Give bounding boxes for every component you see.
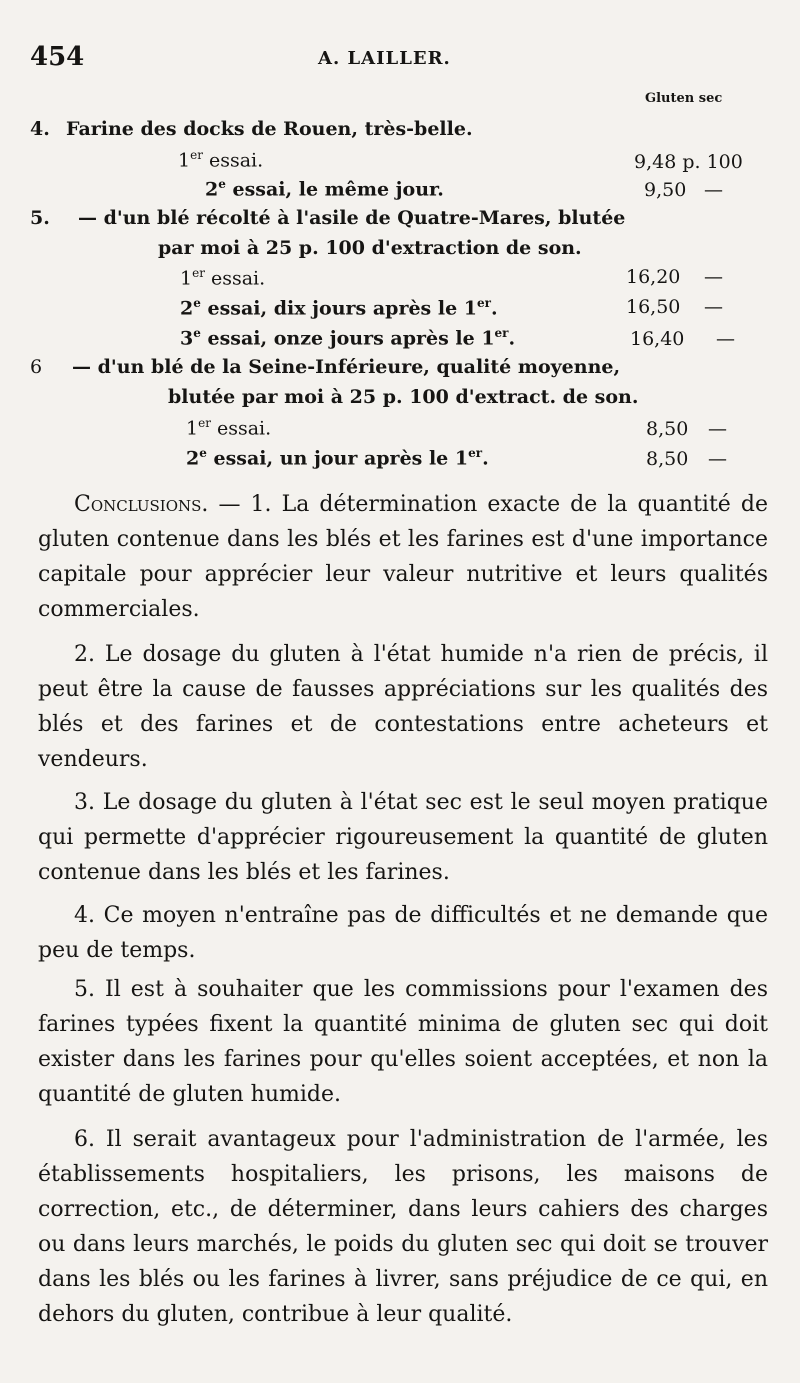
row-text: 1er essai. (186, 416, 272, 440)
row-text: 2e essai, un jour après le 1er. (186, 446, 489, 470)
row-dash: — (704, 296, 723, 318)
conclusion-1 (38, 487, 768, 627)
row-dash: — (708, 448, 727, 470)
conclusion-text: — 1. La détermination exacte de la quantité de gluten contenue dans les blés et les farines est d'une importance capitale pour apprécier leur valeur nutritive et leurs qualités commerciales. (38, 492, 768, 622)
row-text: 1er essai. (178, 148, 264, 172)
row-text: blutée par moi à 25 p. 100 d'extract. de son. (168, 386, 639, 408)
row-text: Farine des docks de Rouen, très-belle. (66, 118, 473, 140)
conclusion-4: 4. Ce moyen n'entraîne pas de difficultés et ne demande que peu de temps. (38, 903, 768, 963)
row-text: par moi à 25 p. 100 d'extraction de son. (158, 237, 582, 259)
row-value: 8,50 (646, 418, 689, 440)
row-text: 2e essai, dix jours après le 1er. (180, 296, 498, 320)
row-value: 16,50 (626, 296, 681, 318)
row-dash: — (708, 418, 727, 440)
row-dash: — (704, 179, 723, 201)
row-value: 8,50 (646, 448, 689, 470)
conclusion-6: 6. Il serait avantageux pour l'administration de l'armée, les établissements hospitaliers, les prisons, les maisons de correction, etc., de déterminer, dans leurs cahiers des charges ou dans leurs marchés, le poids du gluten sec qui doit se trouver dans les blés ou les farines à livrer, sans préjudice de ce qui, en dehors du gluten, contribue à leur qualité. (38, 1127, 768, 1327)
row-text: 2e essai, le même jour. (205, 177, 444, 201)
row-dash: — (716, 328, 735, 350)
row-text: — d'un blé de la Seine-Inférieure, qualité moyenne, (72, 356, 621, 378)
row-value: 16,20 (626, 266, 681, 288)
row-text: 3e essai, onze jours après le 1er. (180, 326, 516, 350)
row-number: 6 (30, 356, 43, 378)
row-value: 16,40 (630, 328, 685, 350)
row-number: 4. (30, 118, 50, 140)
conclusion-2: 2. Le dosage du gluten à l'état humide n'a rien de précis, il peut être la cause de fausses appréciations sur les qualités des blés et des farines et de contestations entre acheteurs et vendeurs. (38, 642, 768, 772)
conclusion-5: 5. Il est à souhaiter que les commissions pour l'examen des farines typées fixent la quantité minima de gluten sec qui doit exister dans les farines pour qu'elles soient acceptées, et non la quantité de gluten humide. (38, 977, 768, 1107)
row-text: — d'un blé récolté à l'asile de Quatre-Mares, blutée (78, 207, 626, 229)
row-dash: — (704, 266, 723, 288)
page-header (0, 38, 800, 78)
row-value: 9,50 (644, 179, 687, 201)
row-value: 9,48 p. 100 (634, 151, 743, 173)
column-head: Gluten sec (645, 91, 723, 106)
conclusion-3: 3. Le dosage du gluten à l'état sec est le seul moyen pratique qui permette d'apprécier rigoureusement la quantité de gluten contenue dans les blés et les farines. (38, 790, 768, 885)
row-number: 5. (30, 207, 50, 229)
row-text: 1er essai. (180, 266, 266, 290)
conclusions-heading: Conclusions. (74, 492, 209, 517)
page-number: 454 (30, 42, 85, 72)
running-head: A. LAILLER. (318, 48, 451, 69)
